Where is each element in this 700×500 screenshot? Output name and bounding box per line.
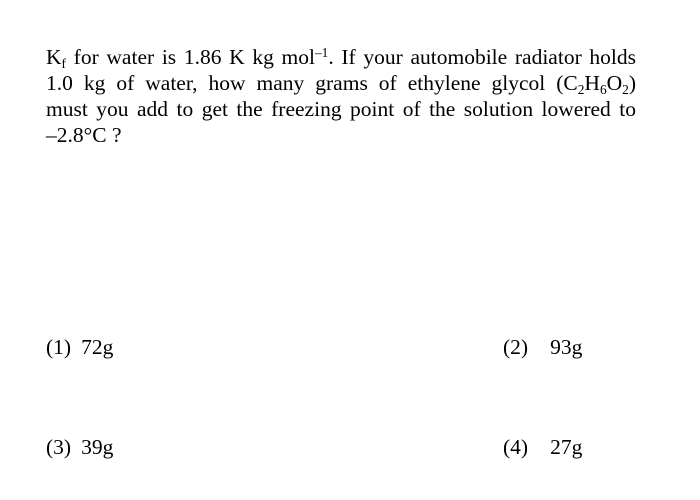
question-line-4: –2.8°C ?	[46, 123, 122, 147]
question-line-3: must you add to get the freezing point of the solution lowered to	[46, 97, 636, 121]
formula-h: H	[584, 71, 600, 95]
formula-subscript-h: 6	[599, 82, 607, 98]
kf-subscript: f	[61, 56, 66, 72]
option-2[interactable]	[503, 334, 582, 360]
question-line-2	[46, 70, 636, 96]
formula-subscript-c: 2	[577, 82, 585, 98]
option-4-value: 27g	[550, 435, 583, 459]
option-4-number: (4)	[503, 435, 529, 459]
kf-symbol	[46, 45, 66, 72]
option-3-number: (3)	[46, 435, 72, 459]
question-line-1-text-b: . If your automobile radiator holds	[328, 45, 636, 69]
question-line-2-text: 1.0 kg of water, how many grams of ethylene glycol (C	[46, 71, 578, 95]
option-4[interactable]	[503, 434, 582, 460]
option-1-number: (1)	[46, 335, 72, 359]
option-2-number: (2)	[503, 335, 529, 359]
question-line-1	[46, 44, 636, 70]
question-line-1-text-a: for water is 1.86 K kg mol	[65, 45, 315, 69]
formula-close-paren: )	[628, 71, 636, 95]
option-2-value: 93g	[550, 335, 583, 359]
kf-letter: K	[46, 45, 62, 69]
option-3-value: 39g	[81, 435, 114, 459]
formula-subscript-o: 2	[622, 82, 629, 98]
option-1[interactable]	[46, 334, 113, 360]
mol-exponent: –1	[315, 44, 329, 60]
option-1-value: 72g	[81, 335, 114, 359]
option-3[interactable]	[46, 434, 113, 460]
formula-o: O	[606, 71, 623, 95]
question-text	[46, 44, 636, 148]
